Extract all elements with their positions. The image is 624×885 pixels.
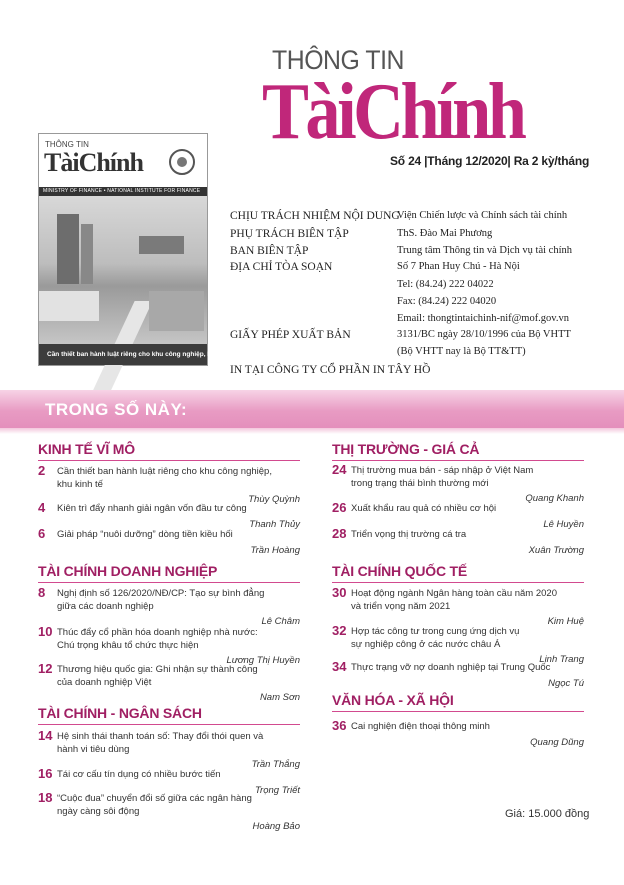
article-title bbox=[57, 663, 258, 689]
staff-label: PHỤ TRÁCH BIÊN TẬP bbox=[230, 228, 349, 240]
article-author: Nam Sơn bbox=[259, 692, 300, 703]
article-title bbox=[351, 528, 466, 541]
staff-value: (Bộ VHTT nay là Bộ TT&TT) bbox=[397, 346, 526, 357]
article-title bbox=[351, 587, 557, 613]
article-title-line: Kiên trì đẩy nhanh giải ngân vốn đầu tư công bbox=[57, 503, 247, 514]
page-number: 36 bbox=[332, 718, 347, 733]
article-author: Trần Thắng bbox=[251, 759, 300, 770]
toc-entry[interactable] bbox=[38, 624, 300, 664]
toc-entry[interactable] bbox=[38, 526, 300, 566]
article-author: Thanh Thủy bbox=[249, 519, 300, 530]
staff-label: GIẤY PHÉP XUẤT BẢN bbox=[230, 329, 351, 341]
article-title-line: Xuất khẩu rau quả có nhiều cơ hội bbox=[351, 503, 497, 514]
article-title bbox=[351, 502, 496, 515]
article-title bbox=[351, 464, 533, 490]
article-title-line: Tái cơ cấu tín dụng có nhiều bước tiến bbox=[57, 769, 221, 780]
cover-thumbnail bbox=[38, 133, 242, 366]
article-title bbox=[351, 661, 550, 674]
page-number: 2 bbox=[38, 463, 46, 478]
cover-title: TàiChính bbox=[44, 148, 143, 177]
staff-value: ThS. Đào Mai Phương bbox=[397, 228, 493, 239]
section-title: VĂN HÓA - XÃ HỘI bbox=[332, 692, 454, 708]
toc-entry[interactable] bbox=[332, 585, 584, 625]
staff-label: BAN BIÊN TẬP bbox=[230, 245, 309, 257]
article-title bbox=[57, 465, 272, 491]
article-title-line: sự nghiệp công ở các nước châu Á bbox=[351, 639, 501, 650]
article-title-line: Thương hiệu quốc gia: Ghi nhận sự thành công bbox=[57, 664, 258, 675]
article-title bbox=[57, 626, 258, 652]
article-title bbox=[57, 792, 252, 818]
article-title bbox=[57, 730, 263, 756]
section-rule bbox=[332, 582, 584, 583]
toc-entry[interactable] bbox=[38, 661, 300, 701]
article-author: Lê Huyền bbox=[543, 519, 584, 530]
staff-label: CHỊU TRÁCH NHIỆM NỘI DUNG bbox=[230, 210, 400, 222]
article-author: Lê Châm bbox=[261, 616, 300, 627]
masthead-top: THÔNG TIN bbox=[272, 45, 405, 75]
staff-value: 3131/BC ngày 28/10/1996 của Bộ VHTT bbox=[397, 329, 571, 340]
toc-entry[interactable] bbox=[332, 718, 584, 758]
toc-entry[interactable] bbox=[332, 526, 584, 566]
section-title: TÀI CHÍNH QUỐC TẾ bbox=[332, 563, 468, 579]
band-fade bbox=[0, 428, 624, 434]
article-title-line: Nghị định số 126/2020/NĐ/CP: Tạo sự bình đẳng bbox=[57, 588, 265, 599]
article-title bbox=[57, 528, 233, 541]
article-title bbox=[57, 502, 247, 515]
section-rule bbox=[38, 724, 300, 725]
page-number: 24 bbox=[332, 462, 347, 477]
article-title-line: của doanh nghiệp Việt bbox=[57, 677, 152, 688]
page-number: 12 bbox=[38, 661, 53, 676]
article-title-line: Thúc đẩy cổ phần hóa doanh nghiệp nhà nước: bbox=[57, 627, 258, 638]
staff-value: Tel: (84.24) 222 04022 bbox=[397, 279, 494, 290]
article-title-line: “Cuộc đua” chuyển đổi số giữa các ngân hàng bbox=[57, 793, 252, 804]
staff-value: Viện Chiến lược và Chính sách tài chính bbox=[397, 210, 568, 221]
page-number: 10 bbox=[38, 624, 53, 639]
article-title-line: Chú trọng khâu tổ chức thực hiện bbox=[57, 640, 199, 651]
cover-caption: Cần thiết ban hành luật riêng cho khu công nghiệp, khu kinh tế bbox=[39, 344, 207, 365]
article-title-line: khu kinh tế bbox=[57, 479, 103, 490]
staff-value: Fax: (84.24) 222 04020 bbox=[397, 296, 497, 307]
cover-photo bbox=[39, 196, 207, 346]
article-title-line: Giải pháp “nuôi dưỡng” dòng tiền kiều hối bbox=[57, 529, 233, 540]
cover-title-top: THÔNG TIN bbox=[45, 140, 89, 149]
staff-value: Số 7 Phan Huy Chú - Hà Nội bbox=[397, 261, 520, 272]
masthead-title: TàiChính bbox=[262, 68, 524, 156]
article-title-line: Thực trạng vỡ nợ doanh nghiệp tại Trung Quốc bbox=[351, 662, 551, 673]
toc-entry[interactable] bbox=[332, 623, 584, 663]
staff-label: ĐỊA CHỈ TÒA SOẠN bbox=[230, 261, 333, 273]
contents-title: TRONG SỐ NÀY: bbox=[45, 400, 188, 419]
article-title-line: giữa các doanh nghiệp bbox=[57, 601, 154, 612]
page-number: 26 bbox=[332, 500, 347, 515]
article-author: Xuân Trường bbox=[528, 545, 584, 556]
article-title bbox=[57, 587, 264, 613]
toc-entry[interactable] bbox=[38, 463, 300, 503]
article-author: Linh Trang bbox=[539, 654, 584, 665]
page-number: 4 bbox=[38, 500, 46, 515]
issue-info: Số 24 |Tháng 12/2020| Ra 2 kỳ/tháng bbox=[390, 154, 590, 168]
section-rule bbox=[332, 711, 584, 712]
toc-entry[interactable] bbox=[38, 728, 300, 768]
emblem-icon bbox=[169, 149, 195, 175]
staff-value: Email: thongtintaichinh-nif@mof.gov.vn bbox=[397, 313, 570, 324]
article-author: Lương Thị Huyền bbox=[226, 655, 300, 666]
article-title-line: và triển vọng năm 2021 bbox=[351, 601, 451, 612]
article-author: Quang Khanh bbox=[525, 493, 584, 504]
page-number: 6 bbox=[38, 526, 46, 541]
page-number: 30 bbox=[332, 585, 347, 600]
section-title: THỊ TRƯỜNG - GIÁ CẢ bbox=[332, 441, 480, 457]
article-title bbox=[351, 625, 519, 651]
toc-entry[interactable] bbox=[38, 790, 300, 830]
article-title-line: Thị trường mua bán - sáp nhập ở Việt Nam bbox=[351, 465, 534, 476]
toc-entry[interactable] bbox=[332, 462, 584, 502]
article-author: Quang Dũng bbox=[530, 737, 584, 748]
page-number: 8 bbox=[38, 585, 46, 600]
section-rule bbox=[38, 460, 300, 461]
article-author: Hoàng Bảo bbox=[252, 821, 300, 832]
article-author: Kim Huệ bbox=[547, 616, 584, 627]
page-number: 14 bbox=[38, 728, 53, 743]
article-title-line: Hợp tác công tư trong cung ứng dịch vụ bbox=[351, 626, 520, 637]
article-author: Thùy Quỳnh bbox=[248, 494, 300, 505]
section-rule bbox=[332, 460, 584, 461]
article-title-line: ngày càng sôi động bbox=[57, 806, 140, 817]
toc-entry[interactable] bbox=[38, 585, 300, 625]
article-title bbox=[351, 720, 490, 733]
page-number: 34 bbox=[332, 659, 347, 674]
article-title bbox=[57, 768, 221, 781]
page-number: 18 bbox=[38, 790, 53, 805]
page-number: 28 bbox=[332, 526, 347, 541]
article-title-line: Hoạt động ngành Ngân hàng toàn cầu năm 2020 bbox=[351, 588, 557, 599]
section-title: TÀI CHÍNH - NGÂN SÁCH bbox=[38, 705, 202, 721]
article-title-line: Cai nghiện điện thoại thông minh bbox=[351, 721, 490, 732]
staff-value: Trung tâm Thông tin và Dịch vụ tài chính bbox=[397, 245, 572, 256]
price: Giá: 15.000 đồng bbox=[505, 808, 590, 820]
article-title-line: Cần thiết ban hành luật riêng cho khu công nghiệp, bbox=[57, 466, 272, 477]
page-number: 16 bbox=[38, 766, 53, 781]
page-number: 32 bbox=[332, 623, 347, 638]
staff-label: IN TẠI CÔNG TY CỔ PHẦN IN TÂY HỒ bbox=[230, 364, 431, 376]
section-title: TÀI CHÍNH DOANH NGHIỆP bbox=[38, 563, 218, 579]
article-author: Trọng Triết bbox=[254, 785, 300, 796]
article-title-line: hành vi tiêu dùng bbox=[57, 744, 130, 755]
article-author: Trần Hoàng bbox=[250, 545, 300, 556]
article-title-line: Hệ sinh thái thanh toán số: Thay đổi thói quen và bbox=[57, 731, 264, 742]
article-title-line: trong trạng thái bình thường mới bbox=[351, 478, 489, 489]
section-rule bbox=[38, 582, 300, 583]
article-title-line: Triển vọng thị trường cá tra bbox=[351, 529, 467, 540]
cover-band: MINISTRY OF FINANCE • NATIONAL INSTITUTE FOR FINANCE bbox=[39, 187, 207, 196]
section-title: KINH TẾ VĨ MÔ bbox=[38, 441, 135, 457]
article-author: Ngọc Tú bbox=[548, 678, 584, 689]
